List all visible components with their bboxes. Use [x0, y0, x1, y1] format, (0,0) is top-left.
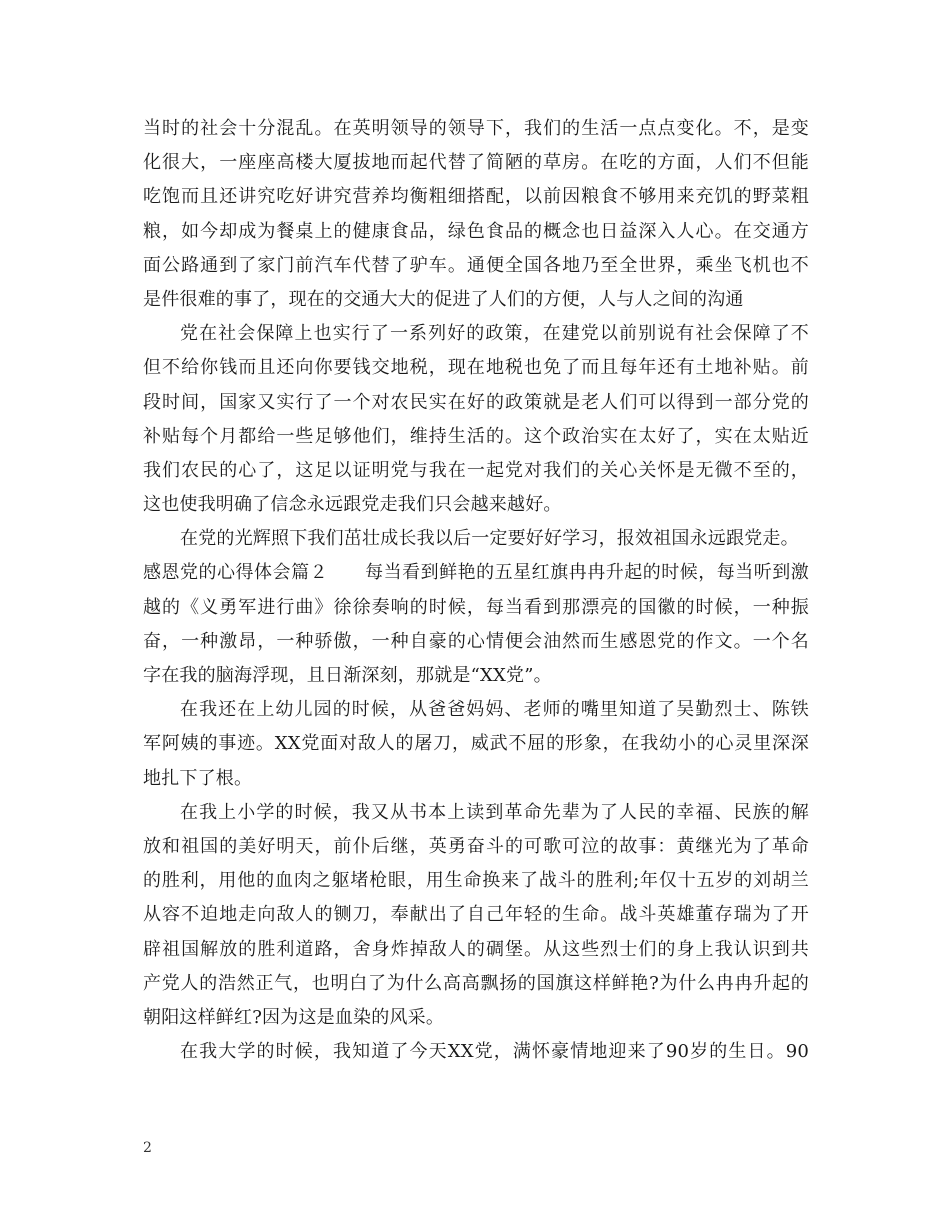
section-heading-line: 感恩党的心得体会篇２ 每当看到鲜艳的五星红旗冉冉升起的时候，每当听到激	[143, 562, 809, 584]
text-line: 从容不迫地走向敌人的铡刀，奉献出了自己年轻的生命。战斗英雄董存瑞为了开	[143, 904, 809, 926]
text-line: 朝阳这样鲜红?因为这是血染的风采。	[143, 1006, 445, 1028]
text-line: 字在我的脑海浮现，且日渐深刻，那就是“XX党”。	[143, 665, 552, 686]
text-line: 但不给你钱而且还向你要钱交地税，现在地税也免了而且每年还有土地补贴。前	[143, 357, 809, 379]
paragraph-start-line: 在党的光辉照下我们茁壮成长我以后一定要好好学习，报效祖国永远跟党走。	[180, 528, 799, 550]
text-line: 这也使我明确了信念永远跟党走我们只会越来越好。	[143, 494, 562, 516]
paragraph-start-line: 在我上小学的时候，我又从书本上读到革命先辈为了人民的幸福、民族的解	[180, 801, 809, 823]
text-line: 是件很难的事了，现在的交通大大的促进了人们的方便，人与人之间的沟通	[143, 288, 744, 310]
text-line: 越的《义勇军进行曲》徐徐奏响的时候，每当看到那漂亮的国徽的时候，一种振	[143, 596, 809, 618]
text-line: 当时的社会十分混乱。在英明领导的领导下，我们的生活一点点变化。不，是变	[143, 118, 809, 139]
text-line: 粮，如今却成为餐桌上的健康食品，绿色食品的概念也日益深入人心。在交通方	[143, 220, 809, 242]
paragraph-start-line: 在我还在上幼儿园的时候，从爸爸妈妈、老师的嘴里知道了吴勤烈士、陈铁	[180, 699, 809, 721]
document-body	[143, 112, 809, 1069]
text-line: 补贴每个月都给一些足够他们，维持生活的。这个政治实在太好了，实在太贴近	[143, 425, 809, 447]
text-line: 产党人的浩然正气，也明白了为什么高高飘扬的国旗这样鲜艳?为什么冉冉升起的	[143, 972, 809, 994]
paragraph-start-line: 在我大学的时候，我知道了今天XX党，满怀豪情地迎来了90岁的生日。90	[180, 1041, 809, 1063]
text-line: 奋，一种激昂，一种骄傲，一种自豪的心情便会油然而生感恩党的作文。一个名	[143, 630, 809, 652]
text-line: 面公路通到了家门前汽车代替了驴车。通便全国各地乃至全世界，乘坐飞机也不	[143, 254, 809, 276]
text-line: 化很大，一座座高楼大厦拔地而起代替了简陋的草房。在吃的方面，人们不但能	[143, 152, 809, 174]
text-line: 放和祖国的美好明天，前仆后继，英勇奋斗的可歌可泣的故事：黄继光为了革命	[143, 835, 809, 857]
text-line: 辟祖国解放的胜利道路，舍身炸掉敌人的碉堡。从这些烈士们的身上我认识到共	[143, 938, 809, 960]
text-line: 段时间，国家又实行了一个对农民实在好的政策就是老人们可以得到一部分党的	[143, 391, 809, 413]
page-number: 2	[143, 1140, 152, 1156]
text-line: 军阿姨的事迹。XX党面对敌人的屠刀，威武不屈的形象，在我幼小的心灵里深深	[143, 733, 809, 755]
text-line: 吃饱而且还讲究吃好讲究营养均衡粗细搭配，以前因粮食不够用来充饥的野菜粗	[143, 186, 809, 208]
text-line: 的胜利，用他的血肉之躯堵枪眼，用生命换来了战斗的胜利;年仅十五岁的刘胡兰	[143, 870, 809, 892]
paragraph-start-line: 党在社会保障上也实行了一系列好的政策，在建党以前别说有社会保障了不	[180, 323, 809, 345]
text-line: 我们农民的心了，这足以证明党与我在一起党对我们的关心关怀是无微不至的，	[143, 459, 809, 481]
text-line: 地扎下了根。	[143, 767, 253, 789]
